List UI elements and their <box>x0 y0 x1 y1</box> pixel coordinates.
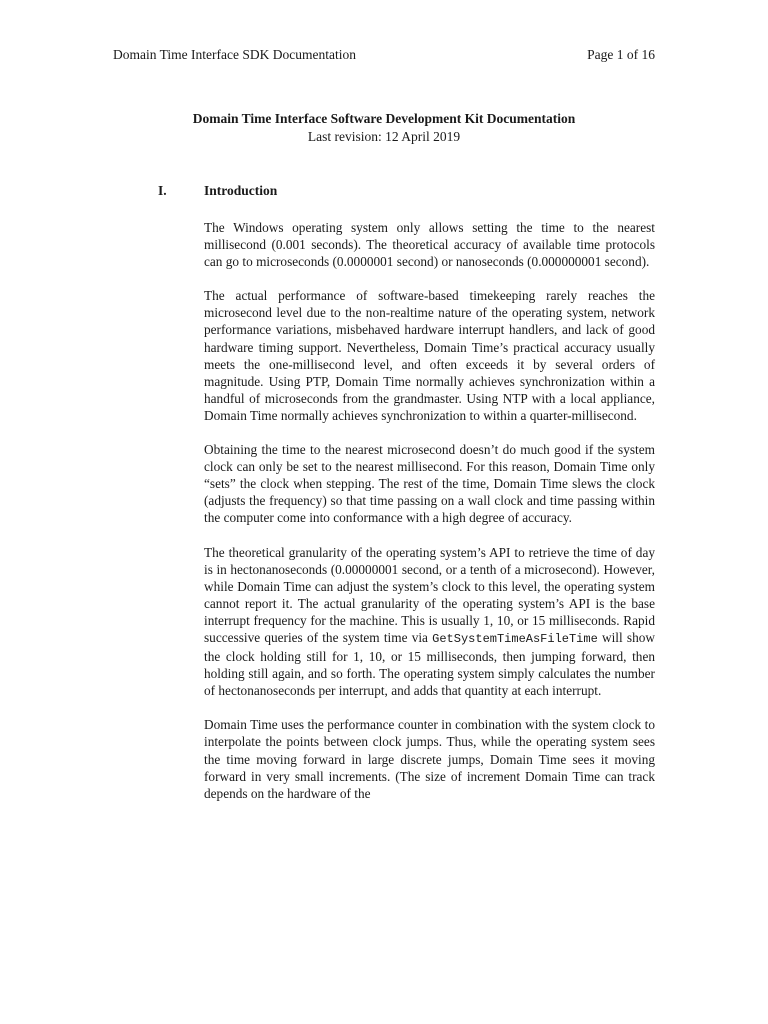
paragraph-text: The theoretical granularity of the operating system’s API to retrieve the time of day is in hectonanoseconds (0.00000001 second, or a tenth of a microsecond). However, while Domain Time can adjust the system’s clock to this level, the operating system cannot report it. The actual granularity of the operating system’s API is the base interrupt frequency for the machine. This is usually 1, 10, or 15 milliseconds. Rapid successive queries of the system time via <box>204 544 655 645</box>
body-text <box>204 219 655 819</box>
paragraph: The actual performance of software-based timekeeping rarely reaches the microsecond level due to the non-realtime nature of the operating system, network performance variations, misbehaved hardware interrupt handlers, and lack of good hardware timing support. Nevertheless, Domain Time’s practical accuracy usually meets the one-millisecond level, and often exceeds it by several orders of magnitude. Using PTP, Domain Time normally achieves synchronization within a handful of microseconds from the grandmaster. Using NTP with a local appliance, Domain Time normally achieves synchronization to within a quarter-millisecond. <box>204 288 655 423</box>
page-number: Page 1 of 16 <box>587 47 655 62</box>
paragraph: Domain Time uses the performance counter in combination with the system clock to interpolate the points between clock jumps. Thus, while the operating system sees the time moving forward in large discrete jumps, Domain Time sees it moving forward in very small increments. (The size of increment Domain Time can track depends on the hardware of the <box>204 717 655 801</box>
paragraph: Obtaining the time to the nearest microsecond doesn’t do much good if the system clock can only be set to the nearest millisecond. For this reason, Domain Time only “sets” the clock when stepping. The rest of the time, Domain Time slews the clock (adjusts the frequency) so that time passing on a wall clock and time passing within the computer come into conformance with a high degree of accuracy. <box>204 442 655 526</box>
running-header-title: Domain Time Interface SDK Documentation <box>113 47 356 62</box>
revision-date: Last revision: 12 April 2019 <box>307 129 461 144</box>
section-heading: Introduction <box>204 183 278 198</box>
paragraph <box>204 544 655 700</box>
paragraph: The Windows operating system only allows setting the time to the nearest millisecond (0.001 seconds). The theoretical accuracy of available time protocols can go to microseconds (0.0000001 second) or nanoseconds (0.000000001 second). <box>204 220 655 270</box>
paragraph-text: will show the clock holding still for 1, 10, or 15 milliseconds, then jumping forward, then holding still again, and so forth. The operating system simply calculates the number of hectonanoseconds per interrupt, and adds that quantity at each interrupt. <box>204 629 655 699</box>
section-number: I. <box>158 183 167 198</box>
api-function-name: GetSystemTimeAsFileTime <box>432 631 598 646</box>
document-title: Domain Time Interface Software Development Kit Documentation <box>192 111 576 126</box>
